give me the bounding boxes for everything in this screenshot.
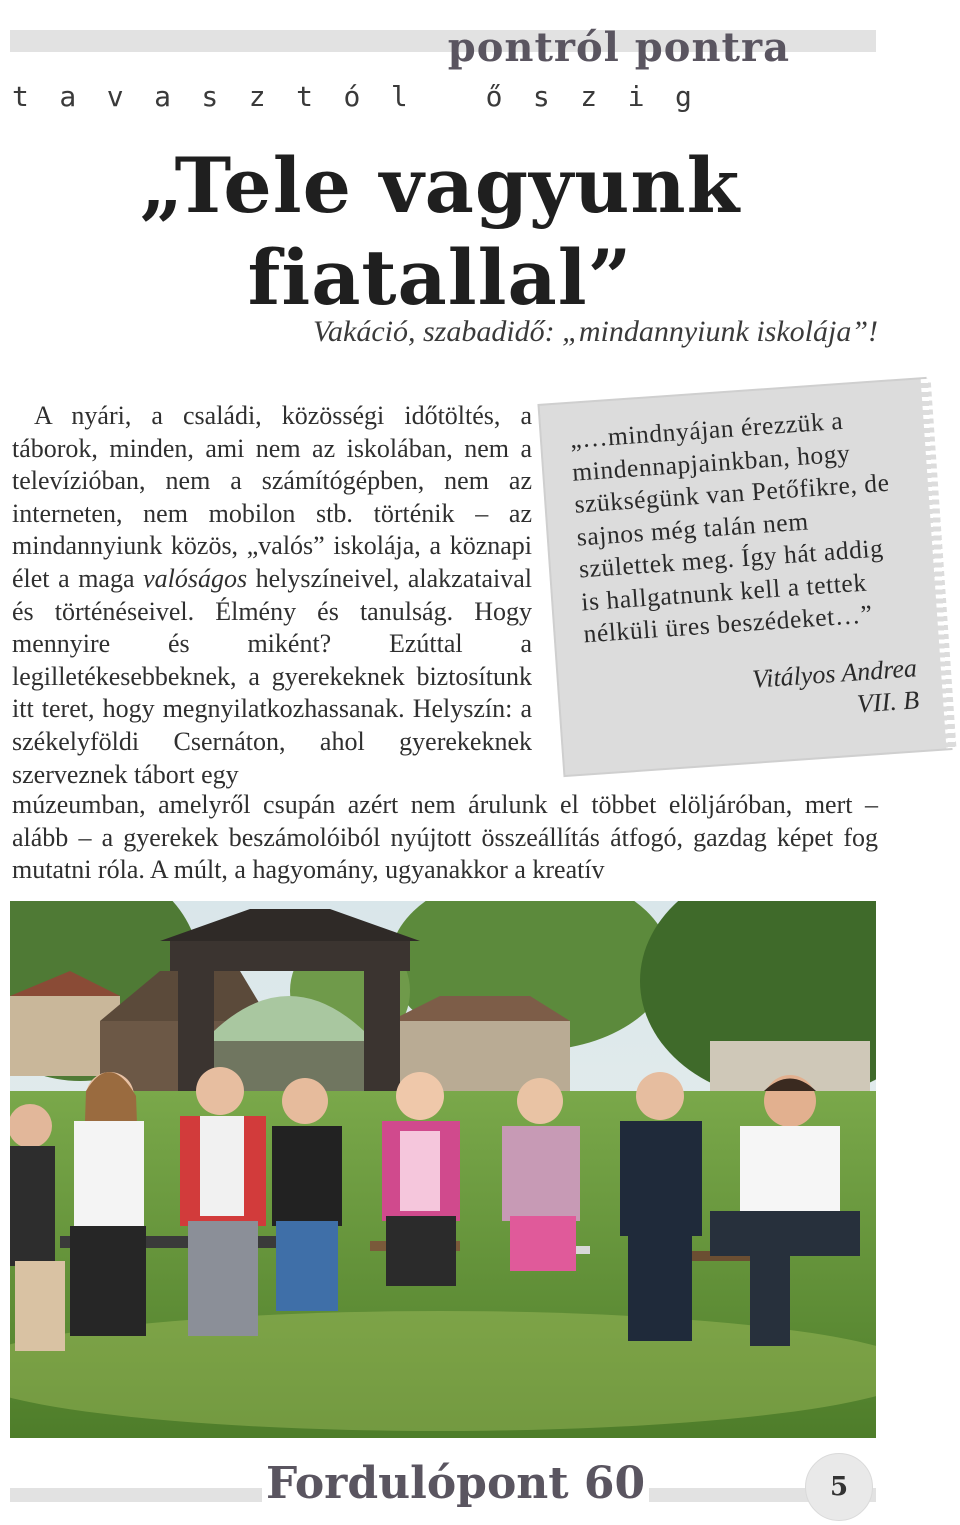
intro-paragraph — [12, 400, 532, 791]
section-header-bar — [10, 24, 876, 71]
intro-text-2: helyszíneivel, alakzataival és történéseivel. Élmény és tanulság. Hogy mennyire és miként? Ezúttal a legilletékesebbeknek, a gyerekeknek biztosítunk itt teret, hogy megnyilatkozhassanak. Helyszín: a székelyföldi Csernáton, ahol gyerekeknek szerveznek tábort egy — [12, 563, 532, 789]
headline-line-2: fiatallal” — [247, 233, 633, 322]
pull-quote-text: „…mindnyájan érezzük a mindennapjainkban, hogy szükségünk van Petőfikre, de sajnos még talán nem születtek meg. Így hát addig is hallgatnunk kell a tettek nélküli üres beszédeket…” — [568, 405, 891, 649]
group-photo-illustration — [10, 901, 876, 1438]
continued-text: múzeumban, amelyről csupán azért nem árulunk el többet elöljáróban, mert – alább – a gyerekek beszámolóiból nyújtott összeállítás átfogó, gazdag képet fog mutatni róla. A múlt, a hagyomány, ugyanakkor a kreatív — [12, 790, 878, 885]
article-subtitle: Vakáció, szabadidő: „mindannyiunk iskolája”! — [313, 315, 878, 348]
section-title: pontról pontra — [447, 24, 790, 71]
article-kicker: tavasztól őszig — [12, 80, 723, 113]
intro-text-1: A nyári, a családi, közösségi időtöltés, a táborok, minden, ami nem az iskolában, nem a televízióban, nem a számítógépben, nem az interneten, nem mobilon stb. történik – az mindannyiunk közös, „valós” iskolája, a köznapi élet a maga — [12, 401, 532, 593]
article-headline — [60, 140, 820, 324]
headline-line-1: „Tele vagyunk — [139, 141, 741, 230]
continued-paragraph — [12, 789, 878, 887]
quote-author-name: Vitályos Andrea — [751, 653, 918, 694]
page-number: 5 — [805, 1453, 873, 1521]
intro-italic: valóságos — [143, 563, 248, 593]
pull-quote-card — [540, 379, 951, 775]
magazine-title: Fordulópont 60 — [262, 1458, 649, 1509]
quote-author-class: VII. B — [856, 685, 920, 719]
pull-quote-attribution — [751, 652, 920, 727]
group-photo — [10, 901, 876, 1438]
